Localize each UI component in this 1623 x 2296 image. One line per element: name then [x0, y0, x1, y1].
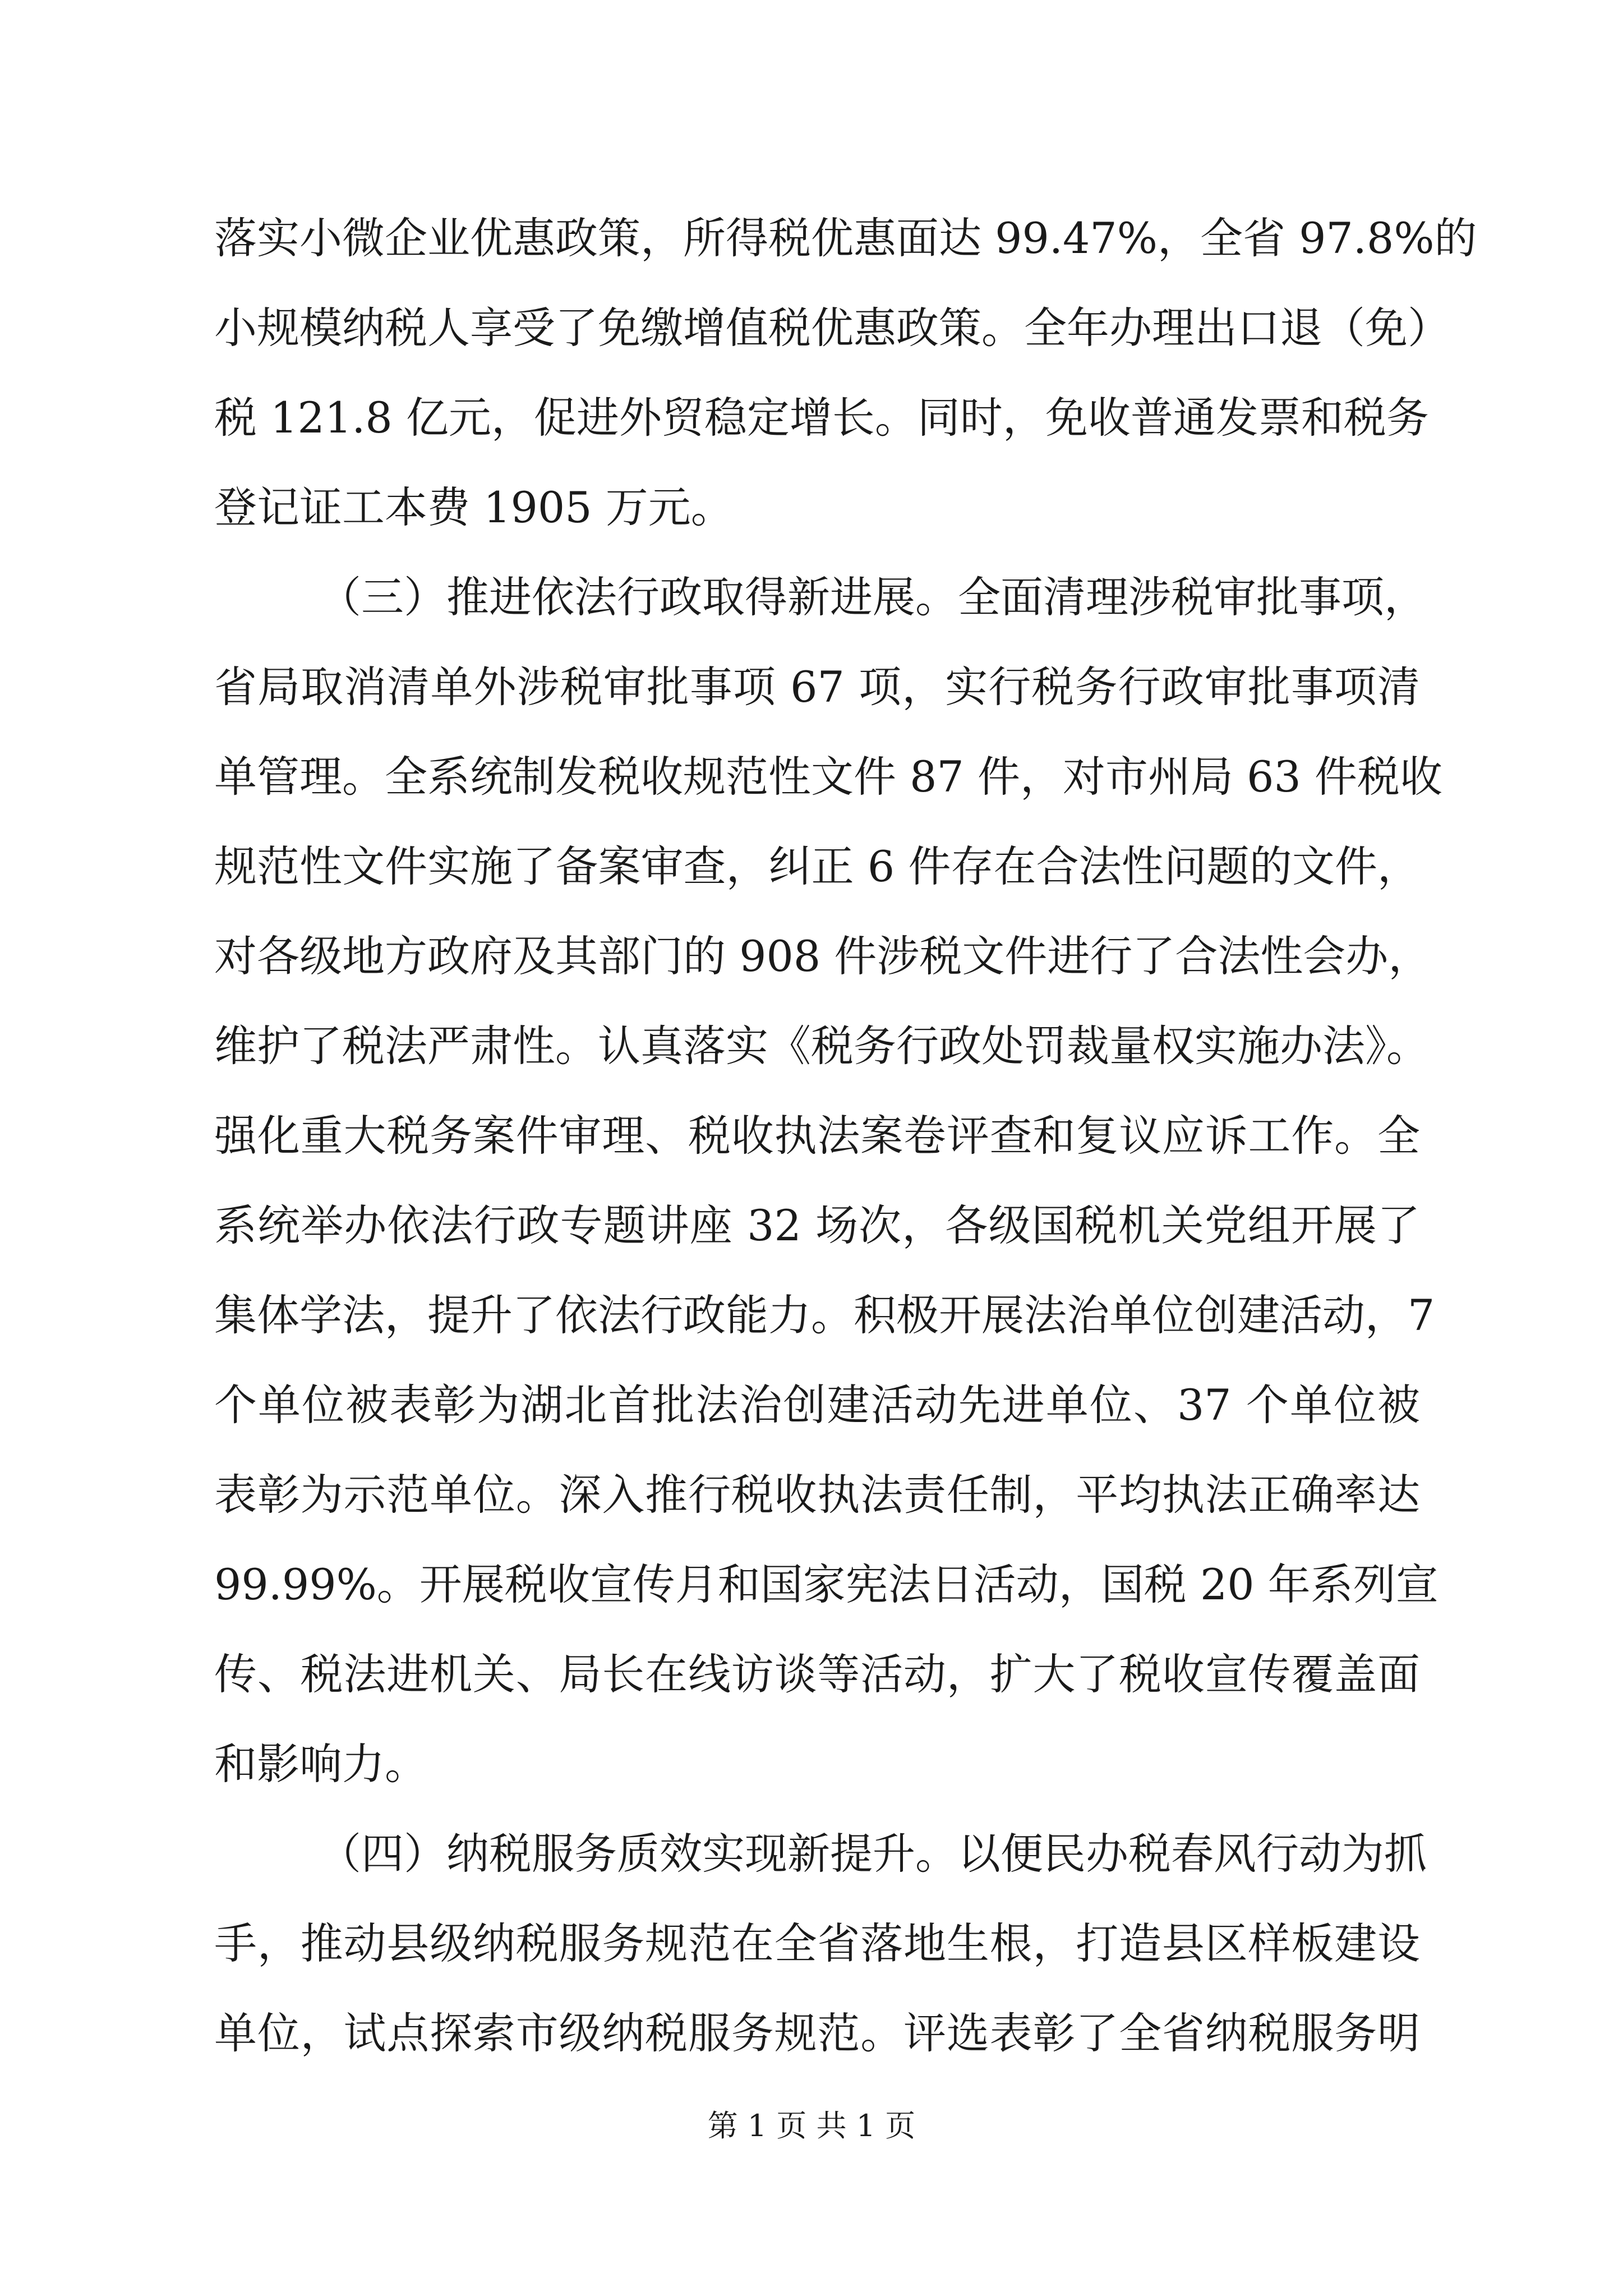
text-line: 99.99%。开展税收宣传月和国家宪法日活动，国税 20 年系列宣 — [214, 1559, 1438, 1609]
body-text — [214, 194, 1477, 2078]
text-line: 省局取消清单外涉税审批事项 67 项，实行税务行政审批事项清 — [214, 662, 1420, 712]
text-line: 手，推动县级纳税服务规范在全省落地生根，打造县区样板建设 — [214, 1918, 1420, 1968]
text-line: 税 121.8 亿元，促进外贸稳定增长。同时，免收普通发票和税务 — [214, 393, 1429, 443]
text-line: 规范性文件实施了备案审查，纠正 6 件存在合法性问题的文件， — [214, 841, 1420, 891]
text-line: 表彰为示范单位。深入推行税收执法责任制，平均执法正确率达 — [214, 1470, 1420, 1520]
text-line: 单管理。全系统制发税收规范性文件 87 件，对市州局 63 件税收 — [214, 752, 1443, 802]
text-line: （三）推进依法行政取得新进展。全面清理涉税审批事项， — [319, 572, 1427, 622]
text-line: 落实小微企业优惠政策，所得税优惠面达 99.47%，全省 97.8%的 — [214, 213, 1477, 263]
text-line: 登记证工本费 1905 万元。 — [214, 482, 734, 532]
text-line: 小规模纳税人享受了免缴增值税优惠政策。全年办理出口退（免） — [214, 303, 1450, 353]
text-line: 集体学法，提升了依法行政能力。积极开展法治单位创建活动，7 — [214, 1290, 1435, 1340]
text-line: （四）纳税服务质效实现新提升。以便民办税春风行动为抓 — [319, 1829, 1427, 1879]
page-footer: 第 1 页 共 1 页 — [707, 2108, 916, 2143]
text-line: 强化重大税务案件审理、税收执法案卷评查和复议应诉工作。全 — [214, 1111, 1420, 1161]
text-line: 传、税法进机关、局长在线访谈等活动，扩大了税收宣传覆盖面 — [214, 1649, 1420, 1699]
text-line: 系统举办依法行政专题讲座 32 场次，各级国税机关党组开展了 — [214, 1200, 1420, 1250]
text-line: 对各级地方政府及其部门的 908 件涉税文件进行了合法性会办， — [214, 931, 1431, 981]
text-line: 维护了税法严肃性。认真落实《税务行政处罚裁量权实施办法》。 — [214, 1021, 1429, 1071]
text-line: 和影响力。 — [214, 1739, 427, 1789]
text-line: 单位，试点探索市级纳税服务规范。评选表彰了全省纳税服务明 — [214, 2008, 1420, 2058]
text-line: 个单位被表彰为湖北首批法治创建活动先进单位、37 个单位被 — [214, 1380, 1420, 1430]
